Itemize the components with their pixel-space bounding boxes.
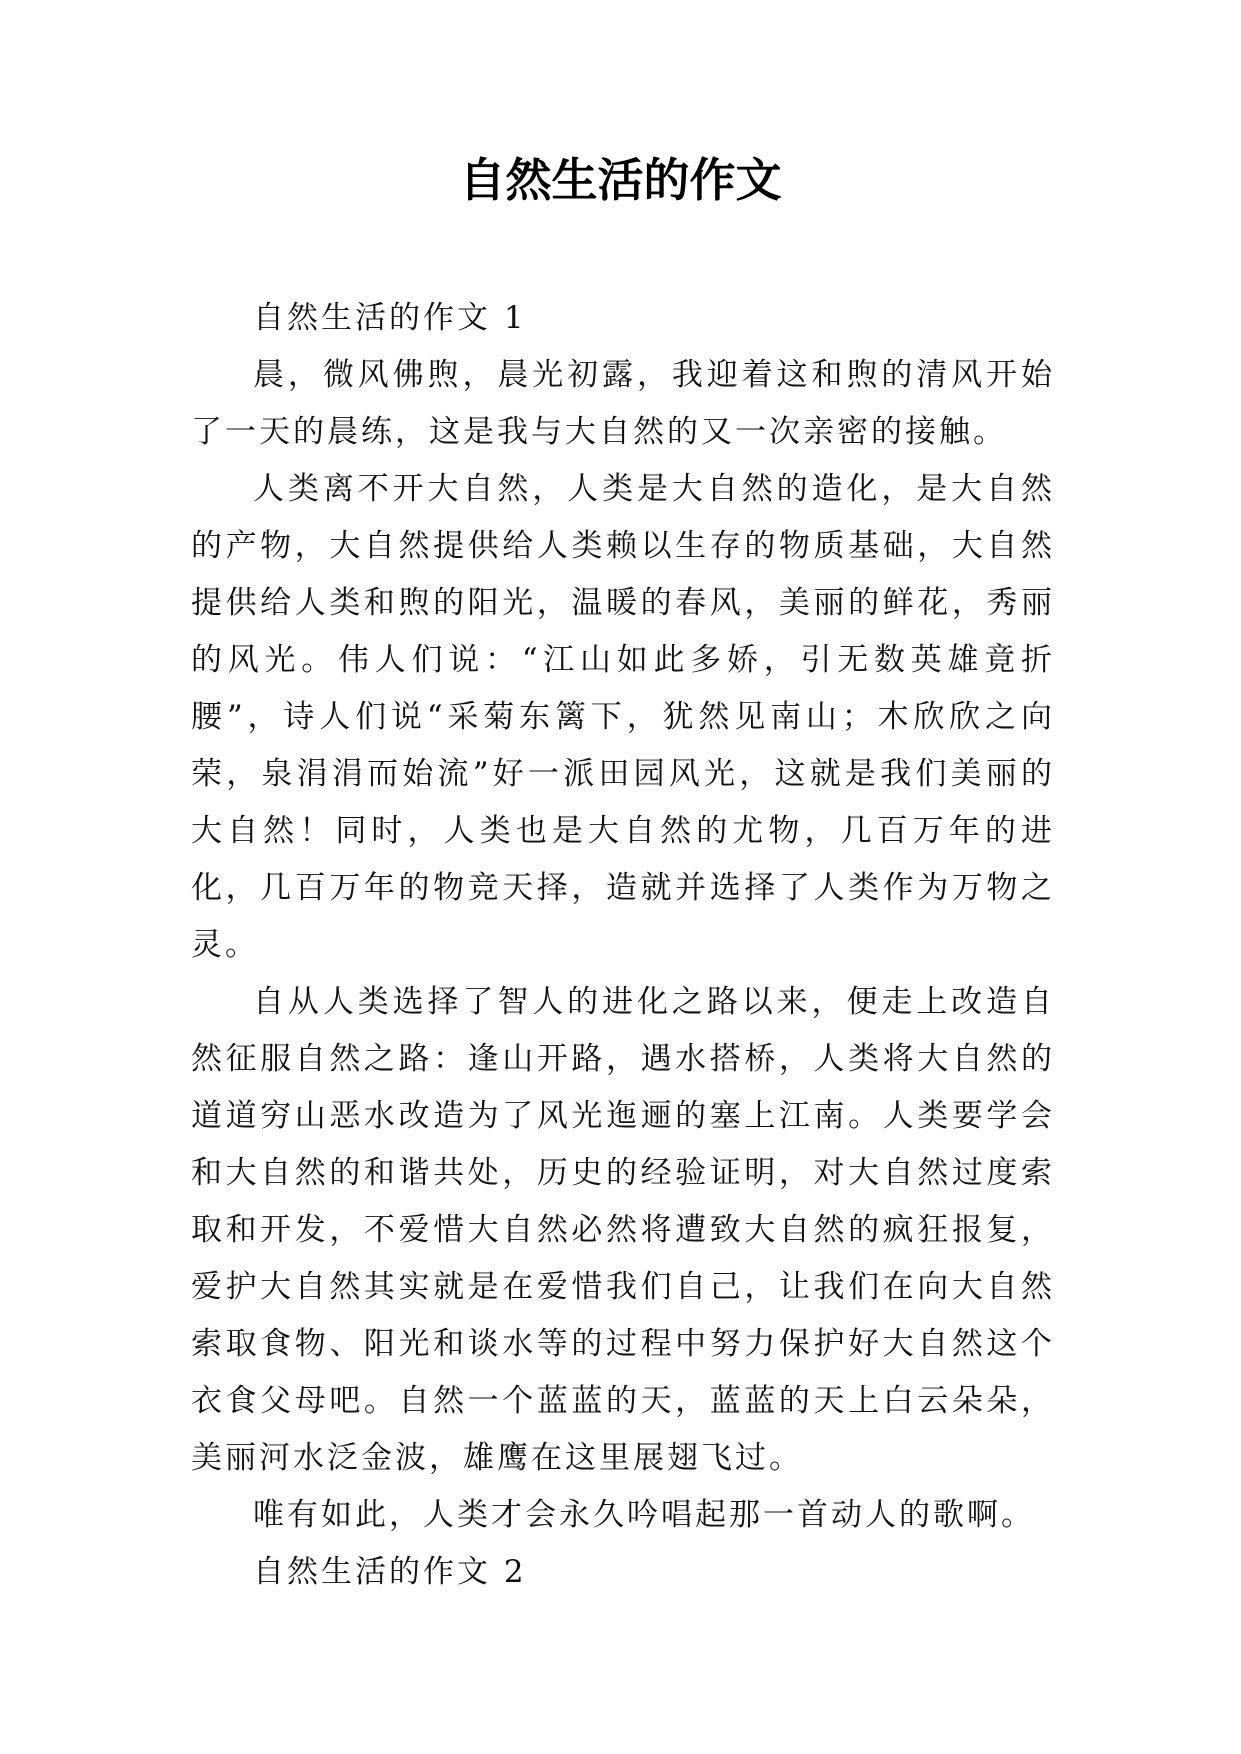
paragraph-conquer-nature: 自从人类选择了智人的进化之路以来，便走上改造自然征服自然之路：逢山开路，遇水搭桥，人类将大自然的道道穷山恶水改造为了风光迤逦的塞上江南。人类要学会和大自然的和谐共处，历史的经验证明，对大自然过度索取和开发，不爱惜大自然必然将遭致大自然的疯狂报复，爱护大自然其实就是在爱惜我们自己，让我们在向大自然索取食物、阳光和谈水等的过程中努力保护好大自然这个衣食父母吧。自然一个蓝蓝的天，蓝蓝的天上白云朵朵，美丽河水泛金波，雄鹰在这里展翅飞过。 bbox=[191, 984, 1055, 1476]
section-heading-2: 自然生活的作文 2 bbox=[253, 1554, 527, 1590]
document-title: 自然生活的作文 bbox=[459, 153, 782, 207]
paragraph-morning: 晨，微风佛煦，晨光初露，我迎着这和煦的清风开始了一天的晨练，这是我与大自然的又一次亲密的接触。 bbox=[191, 357, 1055, 450]
section-heading-1: 自然生活的作文 1 bbox=[253, 300, 527, 336]
document-body bbox=[191, 290, 1055, 1601]
paragraph-conclusion: 唯有如此，人类才会永久吟唱起那一首动人的歌啊。 bbox=[253, 1497, 1035, 1533]
paragraph-nature-gift: 人类离不开大自然，人类是大自然的造化，是大自然的产物，大自然提供给人类赖以生存的物质基础，大自然提供给人类和煦的阳光，温暖的春风，美丽的鲜花，秀丽的风光。伟人们说：“江山如此多娇，引无数英雄竟折腰”，诗人们说“采菊东篱下，犹然见南山；木欣欣之向荣，泉涓涓而始流”好一派田园风光，这就是我们美丽的大自然！同时，人类也是大自然的尤物，几百万年的进化，几百万年的物竞天择，造就并选择了人类作为万物之灵。 bbox=[191, 471, 1055, 963]
